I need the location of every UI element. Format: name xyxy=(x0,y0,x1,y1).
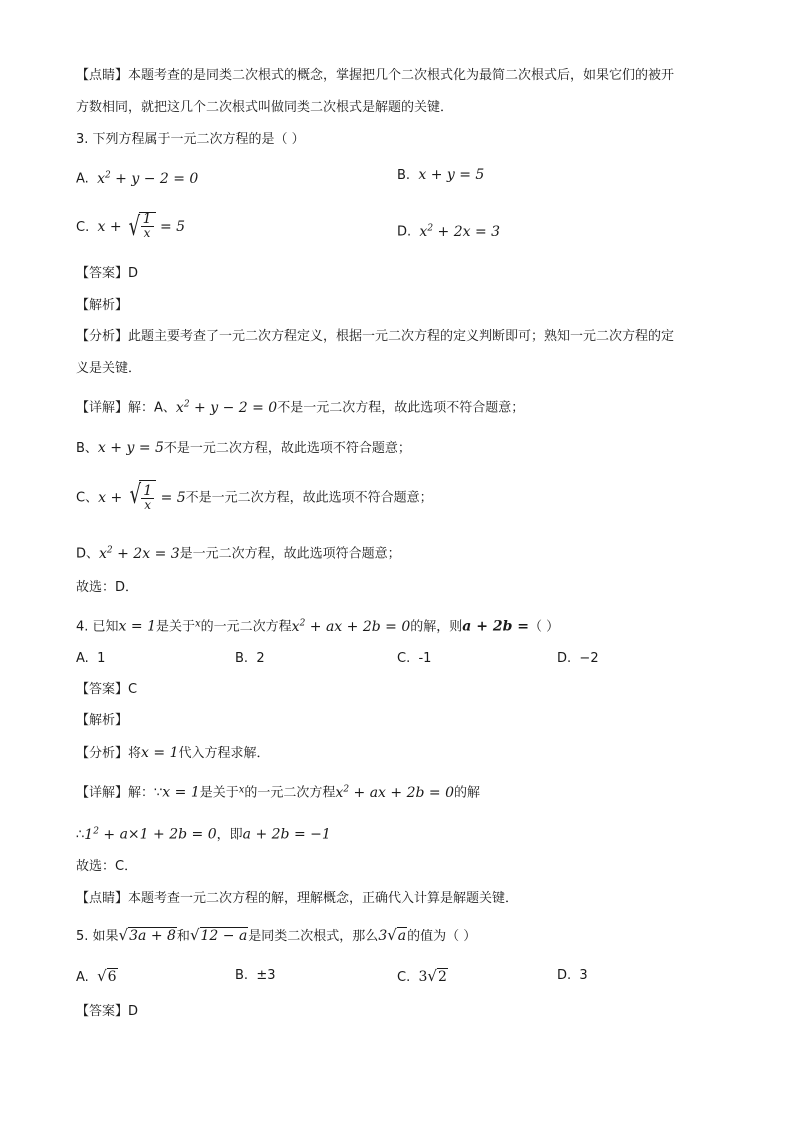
q3-xiangjie-d: D、$x^2 + 2x = 3$是一元二次方程，故此选项符合题意； xyxy=(76,545,401,562)
q3-fenxi-line-2: 义是关键． xyxy=(76,361,142,376)
q3-conclusion: 故选：D． xyxy=(76,580,139,595)
q3-xiangjie-b: B、x + y = 5不是一元二次方程，故此选项不符合题意； xyxy=(76,440,411,456)
q3-option-c-formula: x + √ $\frac{1}{x}$ = 5 xyxy=(97,211,186,242)
q4-option-a: A. 1 xyxy=(76,651,106,666)
q4-fenxi: 【分析】将x = 1代入方程求解． xyxy=(76,745,270,761)
question-4-stem: 4. 已知x = 1是关于$^x$的一元二次方程$x^2$ + ax + 2b = 0的解，则a + 2b =（ ） xyxy=(76,618,560,635)
dianjing-line-2: 方数相同，就把这几个二次根式叫做同类二次根式是解题的关键． xyxy=(76,100,454,115)
q4-option-b: B. 2 xyxy=(235,651,265,666)
q3-option-d: D. $x^2 + 2x = 3$ xyxy=(397,223,501,240)
dianjing-line-1: 【点睛】本题考查的是同类二次根式的概念，掌握把几个二次根式化为最简二次根式后，如果它们的被开 xyxy=(76,68,675,83)
q4-conclusion: 故选：C． xyxy=(76,859,138,874)
q3-option-d-formula: $x^2 + 2x = 3$ xyxy=(419,223,501,240)
q3-option-c: C. x + √ $\frac{1}{x}$ = 5 xyxy=(76,211,186,242)
q3-option-b-formula: x + y = 5 xyxy=(418,167,485,183)
q4-option-d: D. −2 xyxy=(557,651,599,666)
q4-answer: 【答案】C xyxy=(76,682,138,697)
q3-fenxi-line-1: 【分析】此题主要考查了一元二次方程定义，根据一元二次方程的定义判断即可；熟知一元二次方程的定 xyxy=(76,329,675,344)
dianjing-tag: 【点睛】 xyxy=(76,68,129,83)
q4-xiangjie: 【详解】解：∵x = 1是关于$^x$的一元二次方程$x^2$ + ax + 2b = 0的解 xyxy=(76,784,481,801)
question-5-stem: 5. 如果√3a + 8和√12 − a是同类二次根式，那么3√a的值为（ ） xyxy=(76,926,477,944)
q5-option-a: A. √6 xyxy=(76,967,117,985)
q5-option-c: C. 3√2 xyxy=(397,967,447,985)
q4-xiangjie-therefore: $\therefore 1^2 + a\times 1 + 2b = 0$，即a + 2b = −1 xyxy=(76,826,331,843)
q3-answer: 【答案】D xyxy=(76,266,139,281)
q3-option-b: B. x + y = 5 xyxy=(397,167,485,183)
question-3-stem: 3. 下列方程属于一元二次方程的是（ ） xyxy=(76,132,305,147)
q3-jiexi: 【解析】 xyxy=(76,298,129,313)
q3-xiangjie-c: C、x + √ $\frac{1}{x}$ = 5不是一元二次方程，故此选项不符合题意； xyxy=(76,480,433,516)
q3-option-a: A. $x^2 + y - 2 = 0$ xyxy=(76,170,199,187)
q5-answer: 【答案】D xyxy=(76,1004,139,1019)
q4-jiexi: 【解析】 xyxy=(76,713,129,728)
q4-option-c: C. -1 xyxy=(397,651,432,666)
q3-xiangjie-a: 【详解】解：A、$x^2 + y - 2 = 0$不是一元二次方程，故此选项不符合题意； xyxy=(76,399,525,416)
q5-option-b: B. ±3 xyxy=(235,968,276,983)
q5-option-d: D. 3 xyxy=(557,968,588,983)
q4-dianjing: 【点睛】本题考查一元二次方程的解，理解概念，正确代入计算是解题关键． xyxy=(76,891,519,906)
q3-option-a-formula: $x^2 + y - 2 = 0$ xyxy=(97,170,199,187)
